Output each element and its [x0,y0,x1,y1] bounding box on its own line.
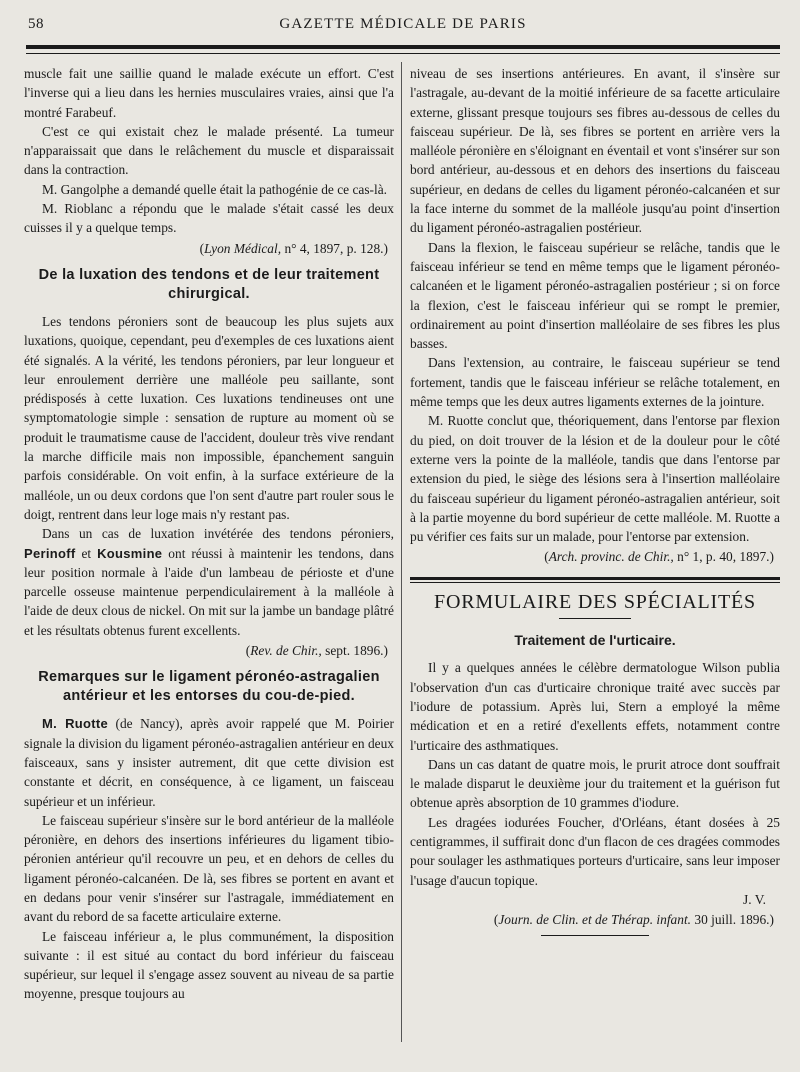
paragraph: Dans un cas datant de quatre mois, le prurit atroce dont souffrait le malade disparut le deuxième jour du traitement et la guérison fut obtenue après absorption de 10 grammes d'iodure. [410,756,780,811]
source-citation: (Journ. de Clin. et de Thérap. infant. 30 juill. 1896.) [493,912,774,928]
section-title: Remarques sur le ligament péronéo-astragalien antérieur et les entorses du cou-de-pied. [38,669,380,705]
paragraph: M. Gangolphe a demandé quelle était la pathogénie de ce cas-là. [42,181,388,197]
paragraph: M. Ruotte conclut que, théoriquement, dans l'entorse par flexion du pied, on doit trouver de la lésion et de la douleur pour le côté externe vers la pointe de la malléole, tandis que dans l'entorse par extension du pied, le siège des lésions sera à l'insertion malléolaire du faisceau supérieur du ligament péronéo-astragalien antérieur, soit à la partie moyenne du bord supérieur de cette malléole. M. Ruotte a pu vérifier ces faits sur un malade, pour l'entorse par extension. [410,413,780,545]
paragraph: M. Rioblanc a répondu que le malade s'était cassé les deux cuisses il y a quelque temps. [24,201,394,236]
section-rule-thin [410,582,780,583]
paragraph: C'est ce qui existait chez le malade présenté. La tumeur n'apparaissait que dans le relâchement du muscle et disparaissait dans la contraction. [24,123,394,178]
author-name: Kousmine [97,545,163,561]
short-rule [559,618,631,619]
section-rule-thick [410,577,780,580]
author-name: M. Ruotte [42,716,109,732]
paragraph: Dans l'extension, au contraire, le faisceau supérieur se tend fortement, tandis que le faisceau inférieur se relâche totalement, en même temps que les deux autres ligaments externes de la jointure. [410,355,780,410]
page-number: 58 [28,16,44,32]
paragraph: Dans un cas de luxation invétérée des tendons péroniers, Perinoff et Kousmine ont réussi à maintenir les tendons, dans leur position normale à l'aide d'un lambeau de périoste et d'une parcelle osseuse maintenue perpendiculairement à la malléole à l'aide de deux clous de nickel. On mit sur la jambe un bandage plâtré et les résultats obtenus furent excellents. [24,526,394,638]
paragraph: Il y a quelques années le célèbre dermatologue Wilson publia l'observation d'un cas d'urticaire chronique traité avec succès par l'iodure de potassium. Après lui, Stern a employé la même médication et en a retiré d'exellents effets, notamment contre l'urticaire des asthmatiques. [410,660,780,753]
journal-title: GAZETTE MÉDICALE DE PARIS [279,16,527,32]
paragraph: muscle fait une saillie quand le malade exécute un effort. C'est l'inverse qui a lieu dans les hernies musculaires vraies, ainsi que l'a montré Farabeuf. [24,66,394,120]
right-column [410,64,780,936]
author-name: Perinoff [24,545,76,561]
section-title: De la luxation des tendons et de leur traitement chirurgical. [38,266,380,302]
paragraph: niveau de ses insertions antérieures. En avant, il s'insère sur l'astragale, au-devant de la moitié inférieure de sa facette articulaire externe, glissant presque toujours ses fibres au-dessous de celles du faisceau supérieur. De là, ses fibres se portent en arrière vers la malléole péronière en s'éloignant en éventail et vont s'insérer sur son bord antérieur, au-dessous et en dehors des insertions du faisceau supérieur, en dedans de celles du ligament péronéo-calcanéen et sur la face interne du sommet de la malléole jusqu'au point d'insertion du ligament péronéo-astragalien postérieur. [410,66,780,236]
paragraph: M. Ruotte (de Nancy), après avoir rappelé que M. Poirier signale la division du ligament péronéo-astragalien antérieur en deux faisceaux, sans y insister autrement, dit que cette division est constante et décrit, en conséquence, à ce ligament, un faisceau supérieur et un inférieur. [24,716,394,809]
paragraph: Les dragées iodurées Foucher, d'Orléans, étant dosées à 25 centigrammes, il suffirait donc d'un flacon de ces dragées commodes pour soulager les asthmatiques porteurs d'urticaire, sans leur imposer l'usage d'aucun topique. [410,814,780,888]
column-divider [401,62,402,1042]
paragraph: Le faisceau inférieur a, le plus communément, la disposition suivante : il est situé au contact du bord inférieur du faisceau supérieur, sur lequel il s'engage assez souvent au niveau de sa partie moyenne, presque toujours au [24,928,394,1002]
paragraph: Dans la flexion, le faisceau supérieur se relâche, tandis que le faisceau inférieur se tend en même temps que le ligament péronéo-calcanéen et le ligament péronéo-astragalien postérieur ; si on force la flexion, c'est le faisceau inférieur qui se rompt le premier, ordinairement au point d'insertion malléolaire de ses fibres les plus basses. [410,239,780,352]
left-column [24,64,394,1004]
signature: J. V. [743,891,766,907]
page-header [26,14,780,36]
header-rule-thin [26,53,780,54]
end-rule [541,935,649,936]
paragraph: Les tendons péroniers sont de beaucoup les plus sujets aux luxations, quoique, cependant, peu d'exemples de ces luxations aient été signalés. A la vérité, les tendons péroniers, par leur longueur et leur enroulement derrière une malléole peu saillante, sont prédisposés à cette luxation. Ces luxations tendineuses ont une symptomatologie simple : sensation de rupture au moment où se produit le traumatisme cause de l'accident, douleur très vive rendant la marche difficile mais non impossible, épanchement sanguin parfois considérable. On voit enfin, à la surface extérieure de la malléole, un ou deux cordons que l'on sent d'autre part rouler sous le doigt, rentrent dans leur loge mais n'y restant pas. [24,313,394,522]
paragraph: Le faisceau supérieur s'insère sur le bord antérieur de la malléole péronière, en dehors des insertions inférieures du ligament tibio-péronien antérieur qu'il recouvre un peu, et en dehors de celles du ligament péronéo-calcanéen. De là, ses fibres se portent en avant et en dedans pour venir s'insérer sur l'astragale, immédiatement en avant du rebord de sa facette articulaire externe. [24,812,394,925]
formulaire-title: FORMULAIRE DES SPÉCIALITÉS [434,590,756,613]
source-citation: (Rev. de Chir., sept. 1896.) [245,643,388,659]
formulaire-subtitle: Traitement de l'urticaire. [514,632,676,649]
header-rule-thick [26,45,780,49]
source-citation: (Arch. provinc. de Chir., n° 1, p. 40, 1897.) [544,549,774,565]
source-citation: (Lyon Médical, n° 4, 1897, p. 128.) [199,240,388,256]
